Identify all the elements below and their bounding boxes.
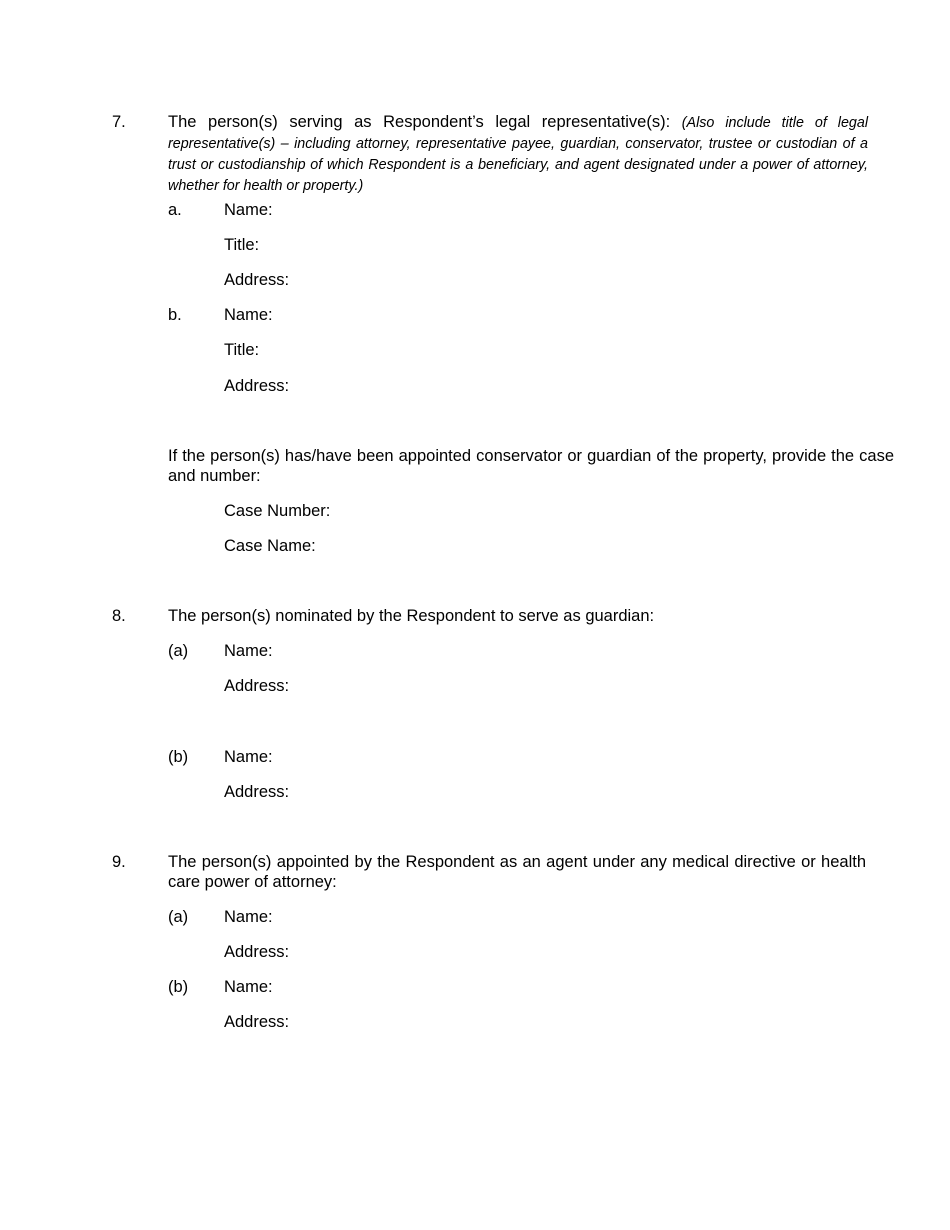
- item-7-text: [168, 112, 868, 196]
- item-8a-name-label: Name:: [224, 642, 273, 660]
- item-8-number: 8.: [112, 607, 126, 625]
- item-9a-name-label: Name:: [224, 908, 273, 926]
- item-9b-name-label: Name:: [224, 978, 273, 996]
- item-7-lead: The person(s) serving as Respondent’s legal representative(s):: [168, 113, 671, 131]
- item-7a-address-label: Address:: [224, 271, 290, 289]
- item-7-note: (Also include title of legal representative(s) – including attorney, representative payee, guardian, conservator, trustee or custodian of a trust or custodianship of which Respondent is a beneficiary, and agent designated under a power of attorney, whether for health or property.): [168, 115, 868, 194]
- item-7b-title-label: Title:: [224, 341, 260, 359]
- item-9-number: 9.: [112, 853, 126, 871]
- item-9b-address-label: Address:: [224, 1013, 290, 1031]
- item-9b-marker: (b): [168, 978, 189, 996]
- item-8a-marker: (a): [168, 642, 189, 660]
- case-number-label: Case Number:: [224, 502, 331, 520]
- item-8a-address-label: Address:: [224, 677, 290, 695]
- case-name-label: Case Name:: [224, 537, 316, 555]
- item-9a-address-label: Address:: [224, 943, 290, 961]
- item-8b-address-label: Address:: [224, 783, 290, 801]
- item-7-number: 7.: [112, 113, 126, 131]
- item-8b-marker: (b): [168, 748, 189, 766]
- item-7b-marker: b.: [168, 306, 182, 324]
- item-8b-name-label: Name:: [224, 748, 273, 766]
- item-7a-title-label: Title:: [224, 236, 260, 254]
- conservator-paragraph: If the person(s) has/have been appointed conservator or guardian of the property, provide the case and number:: [168, 447, 894, 485]
- item-9-text: The person(s) appointed by the Respondent as an agent under any medical directive or health care power of attorney:: [168, 853, 866, 891]
- item-7a-marker: a.: [168, 201, 182, 219]
- item-7a-name-label: Name:: [224, 201, 273, 219]
- item-9a-marker: (a): [168, 908, 189, 926]
- item-7b-address-label: Address:: [224, 377, 290, 395]
- item-7b-name-label: Name:: [224, 306, 273, 324]
- item-8-text: The person(s) nominated by the Respondent to serve as guardian:: [168, 607, 655, 625]
